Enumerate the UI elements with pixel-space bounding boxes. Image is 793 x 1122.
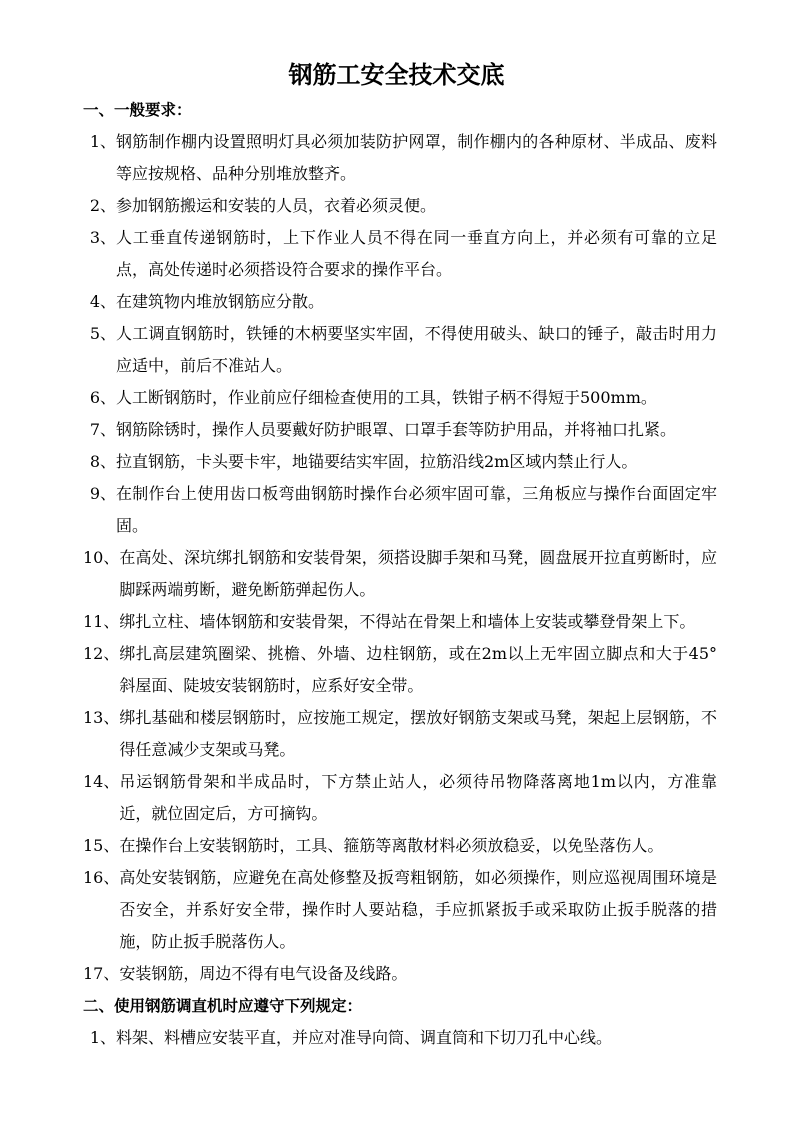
item-text: 绑扎基础和楼层钢筋时，应按施工规定，摆放好钢筋支架或马凳，架起上层钢筋，不得任意减少支架或马凳。 [119,708,717,759]
list-item [83,222,717,286]
item-number: 15、 [83,836,120,855]
item-number: 3、 [89,228,116,247]
document-body [83,94,717,1054]
item-number: 6、 [89,388,116,407]
item-text: 安装钢筋，周边不得有电气设备及线路。 [119,964,408,983]
item-text: 钢筋除锈时，操作人员要戴好防护眼罩、口罩手套等防护用品，并将袖口扎紧。 [116,420,677,439]
item-number: 2、 [89,196,116,215]
list-item [83,478,717,542]
item-text: 吊运钢筋骨架和半成品时，下方禁止站人，必须待吊物降落离地1m以内，方准靠近，就位固定后，方可摘钩。 [119,772,717,823]
list-item [83,382,717,414]
item-text: 拉直钢筋，卡头要卡牢，地锚要结实牢固，拉筋沿线2m区域内禁止行人。 [116,452,638,471]
item-number: 10、 [83,548,120,567]
item-number: 12、 [83,644,120,663]
list-item [83,862,717,958]
list-item [83,126,717,190]
list-item [83,638,717,702]
section-heading: 二、使用钢筋调直机时应遵守下列规定： [83,997,363,1015]
list-item [83,958,717,990]
item-text: 在操作台上安装钢筋时，工具、箍筋等离散材料必须放稳妥，以免坠落伤人。 [119,836,664,855]
section-heading: 一、一般要求： [83,101,192,119]
item-number: 1、 [89,132,116,151]
item-text: 料架、料槽应安装平直，并应对准导向筒、调直筒和下切刀孔中心线。 [116,1028,613,1047]
item-text: 人工断钢筋时，作业前应仔细检查使用的工具，铁钳子柄不得短于500mm。 [116,388,657,407]
item-number: 11、 [83,612,120,631]
list-item [83,702,717,766]
item-number: 9、 [89,484,116,503]
list-item [83,1022,717,1054]
list-item [83,766,717,830]
list-item [83,830,717,862]
item-number: 8、 [89,452,116,471]
list-item [83,286,717,318]
item-text: 人工调直钢筋时，铁锤的木柄要坚实牢固，不得使用破头、缺口的锤子，敲击时用力应适中，前后不准站人。 [116,324,717,375]
item-number: 17、 [83,964,120,983]
item-text: 绑扎立柱、墙体钢筋和安装骨架，不得站在骨架上和墙体上安装或攀登骨架上下。 [119,612,696,631]
list-item [83,542,717,606]
list-item [83,414,717,446]
item-number: 14、 [83,772,120,791]
list-item [83,446,717,478]
list-item [83,606,717,638]
item-text: 钢筋制作棚内设置照明灯具必须加装防护网罩，制作棚内的各种原材、半成品、废料等应按规格、品种分别堆放整齐。 [116,132,717,183]
item-text: 在建筑物内堆放钢筋应分散。 [116,292,325,311]
item-number: 13、 [83,708,120,727]
item-text: 高处安装钢筋，应避免在高处修整及扳弯粗钢筋，如必须操作，则应巡视周围环境是否安全，并系好安全带，操作时人要站稳，手应抓紧扳手或采取防止扳手脱落的措施，防止扳手脱落伤人。 [119,868,717,951]
list-item [83,190,717,222]
item-number: 16、 [83,868,120,887]
item-text: 在制作台上使用齿口板弯曲钢筋时操作台必须牢固可靠，三角板应与操作台面固定牢固。 [116,484,717,535]
item-number: 5、 [89,324,116,343]
item-text: 绑扎高层建筑圈梁、挑檐、外墙、边柱钢筋，或在2m以上无牢固立脚点和大于45°斜屋面、陡坡安装钢筋时，应系好安全带。 [119,644,717,695]
item-text: 参加钢筋搬运和安装的人员，衣着必须灵便。 [116,196,437,215]
item-text: 人工垂直传递钢筋时，上下作业人员不得在同一垂直方向上，并必须有可靠的立足点，高处传递时必须搭设符合要求的操作平台。 [116,228,717,279]
document-title: 钢筋工安全技术交底 [288,61,505,89]
list-item [83,318,717,382]
item-number: 4、 [89,292,116,311]
item-text: 在高处、深坑绑扎钢筋和安装骨架，须搭设脚手架和马凳，圆盘展开拉直剪断时，应脚踩两端剪断，避免断筋弹起伤人。 [119,548,717,599]
item-number: 1、 [89,1028,116,1047]
item-number: 7、 [89,420,116,439]
